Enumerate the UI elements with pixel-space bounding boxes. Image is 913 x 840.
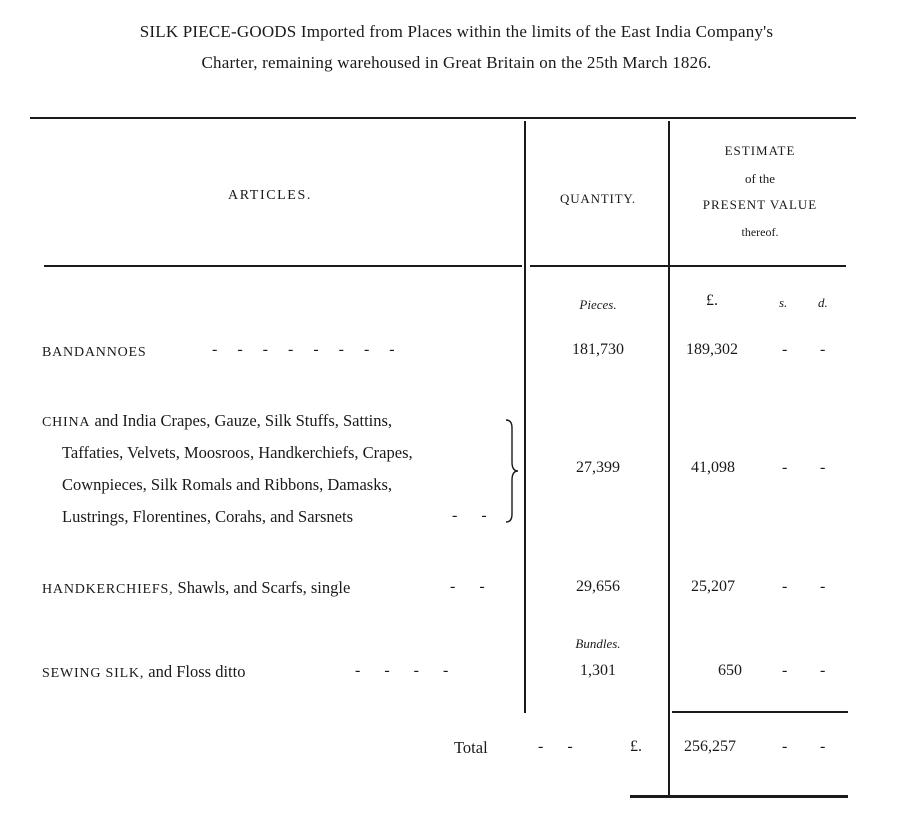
quantity-cell: 29,656 xyxy=(576,578,620,595)
header-present-value: PRESENT VALUE xyxy=(702,197,818,212)
total-value: 256,257 xyxy=(684,738,736,755)
value-shillings: - xyxy=(782,578,788,595)
top-rule xyxy=(30,117,856,119)
article-desc: Shawls, and Scarfs, single xyxy=(173,578,351,597)
article-name: HANDKERCHIEFS, xyxy=(42,582,174,597)
total-leader-dots: - - xyxy=(538,738,573,755)
value-pence: - xyxy=(820,578,826,595)
value-shillings: - xyxy=(782,459,788,476)
unit-shillings: s. xyxy=(779,295,788,310)
article-name: BANDANNOES xyxy=(42,345,147,360)
subtotal-rule xyxy=(672,711,848,713)
header-estimate: ESTIMATE xyxy=(724,143,796,158)
unit-pounds: £. xyxy=(706,292,718,309)
value-pounds: 25,207 xyxy=(691,578,735,595)
leader-dots: - - xyxy=(450,578,485,595)
header-thereof: thereof. xyxy=(741,225,779,239)
article-desc-line-2: Taffaties, Velvets, Moosroos, Handkerchiefs, Crapes, xyxy=(62,443,413,462)
total-shillings: - xyxy=(782,738,788,755)
value-pounds: 650 xyxy=(718,662,742,679)
value-shillings: - xyxy=(782,662,788,679)
grouping-brace xyxy=(502,418,522,524)
table-row xyxy=(42,411,392,431)
value-pence: - xyxy=(820,662,826,679)
article-desc-line-4: Lustrings, Florentines, Corahs, and Sarsnets xyxy=(62,507,354,526)
value-pounds: 189,302 xyxy=(686,341,738,358)
quantity-cell: 181,730 xyxy=(572,341,624,358)
unit-bundles: Bundles. xyxy=(575,636,621,651)
total-currency: £. xyxy=(630,738,642,755)
article-name: CHINA xyxy=(42,415,91,430)
column-divider-2 xyxy=(668,121,670,795)
header-rule-right xyxy=(530,265,846,267)
article-name: SEWING SILK, xyxy=(42,666,145,681)
quantity-cell: 1,301 xyxy=(580,662,616,679)
value-pence: - xyxy=(820,341,826,358)
leader-dots: - - - - - - - - xyxy=(212,341,395,358)
value-pence: - xyxy=(820,459,826,476)
article-desc: and India Crapes, Gauze, Silk Stuffs, Sattins, xyxy=(90,411,393,430)
unit-pieces: Pieces. xyxy=(579,297,617,312)
leader-dots: - - xyxy=(452,507,487,524)
table-title-line-1: SILK PIECE-GOODS Imported from Places within the limits of the East India Company's xyxy=(139,22,774,41)
header-rule-left xyxy=(44,265,522,267)
total-pence: - xyxy=(820,738,826,755)
table-row xyxy=(42,662,245,682)
leader-dots: - - - - xyxy=(355,662,449,679)
total-label: Total xyxy=(454,738,488,757)
quantity-cell: 27,399 xyxy=(576,459,620,476)
header-articles: ARTICLES. xyxy=(228,188,312,203)
table-title-line-2: Charter, remaining warehoused in Great Britain on the 25th March 1826. xyxy=(201,53,712,72)
value-pounds: 41,098 xyxy=(691,459,735,476)
unit-pence: d. xyxy=(818,295,828,310)
article-desc: and Floss ditto xyxy=(144,662,246,681)
table-row xyxy=(42,341,146,361)
column-divider-1 xyxy=(524,121,526,713)
value-shillings: - xyxy=(782,341,788,358)
article-desc-line-3: Cownpieces, Silk Romals and Ribbons, Damasks, xyxy=(62,475,392,494)
header-of-the: of the xyxy=(745,171,775,186)
header-quantity: QUANTITY. xyxy=(560,191,636,206)
bottom-rule xyxy=(630,795,848,798)
table-row xyxy=(42,578,350,598)
